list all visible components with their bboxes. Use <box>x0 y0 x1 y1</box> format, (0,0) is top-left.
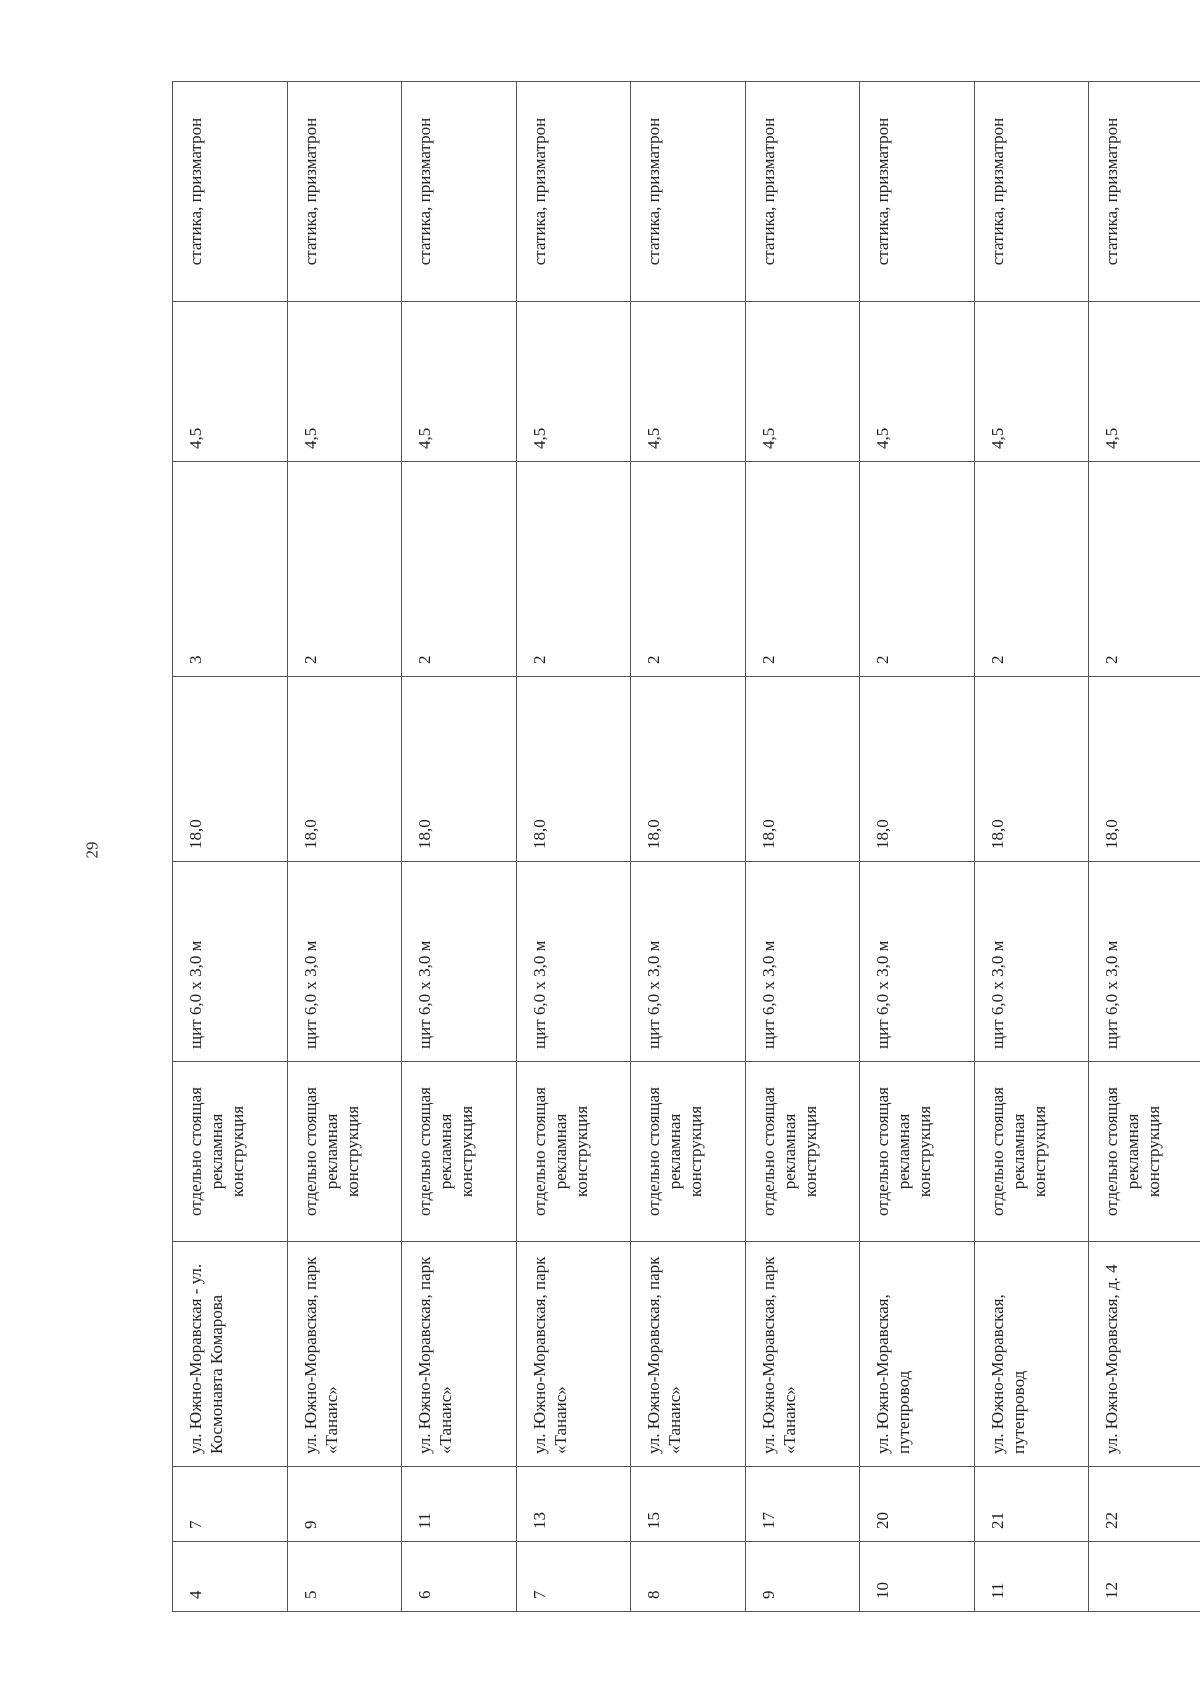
cell-address: ул. Южно-Моравская, парк «Танаис» <box>516 1242 631 1467</box>
cell-sides: 3 <box>173 462 288 677</box>
cell-address: ул. Южно-Моравская, парк «Танаис» <box>745 1242 860 1467</box>
table-row <box>745 82 860 1612</box>
cell-address: ул. Южно-Моравская, путепровод <box>974 1242 1089 1467</box>
cell-sides: 2 <box>287 462 402 677</box>
cell-height: 4,5 <box>974 302 1089 462</box>
cell-row-number: 9 <box>745 1542 860 1612</box>
cell-format: щит 6,0 х 3,0 м <box>860 862 975 1062</box>
cell-structure-number: 7 <box>173 1467 288 1542</box>
page-number: 29 <box>82 841 102 859</box>
cell-structure-type: отдельно стоящая рекламная конструкция <box>402 1062 517 1242</box>
cell-structure-type: отдельно стоящая рекламная конструкция <box>631 1062 746 1242</box>
cell-sides: 2 <box>631 462 746 677</box>
cell-sides: 2 <box>1089 462 1200 677</box>
cell-structure-number: 22 <box>1089 1467 1200 1542</box>
cell-sides: 2 <box>974 462 1089 677</box>
cell-row-number: 11 <box>974 1542 1089 1612</box>
table-row <box>1089 82 1200 1612</box>
cell-row-number: 4 <box>173 1542 288 1612</box>
cell-structure-type: отдельно стоящая рекламная конструкция <box>516 1062 631 1242</box>
cell-address: ул. Южно-Моравская, путепровод <box>860 1242 975 1467</box>
table-frame <box>172 82 1200 1612</box>
cell-sides: 2 <box>516 462 631 677</box>
cell-structure-number: 17 <box>745 1467 860 1542</box>
cell-height: 4,5 <box>516 302 631 462</box>
cell-format: щит 6,0 х 3,0 м <box>287 862 402 1062</box>
cell-address: ул. Южно-Моравская, парк «Танаис» <box>631 1242 746 1467</box>
cell-structure-number: 9 <box>287 1467 402 1542</box>
cell-format: щит 6,0 х 3,0 м <box>1089 862 1200 1062</box>
cell-structure-number: 21 <box>974 1467 1089 1542</box>
cell-technology: статика, призматрон <box>631 82 746 302</box>
cell-height: 4,5 <box>173 302 288 462</box>
table-row <box>974 82 1089 1612</box>
table-row <box>860 82 975 1612</box>
cell-structure-type: отдельно стоящая рекламная конструкция <box>974 1062 1089 1242</box>
cell-row-number: 12 <box>1089 1542 1200 1612</box>
cell-structure-number: 13 <box>516 1467 631 1542</box>
advertising-structures-table <box>172 81 1200 1612</box>
cell-row-number: 5 <box>287 1542 402 1612</box>
cell-format: щит 6,0 х 3,0 м <box>974 862 1089 1062</box>
cell-area: 18,0 <box>745 677 860 862</box>
cell-area: 18,0 <box>173 677 288 862</box>
cell-structure-type: отдельно стоящая рекламная конструкция <box>860 1062 975 1242</box>
cell-area: 18,0 <box>1089 677 1200 862</box>
cell-structure-type: отдельно стоящая рекламная конструкция <box>287 1062 402 1242</box>
cell-height: 4,5 <box>287 302 402 462</box>
cell-technology: статика, призматрон <box>745 82 860 302</box>
cell-structure-number: 20 <box>860 1467 975 1542</box>
cell-structure-type: отдельно стоящая рекламная конструкция <box>745 1062 860 1242</box>
rotated-table-wrapper <box>172 82 1200 1612</box>
cell-height: 4,5 <box>631 302 746 462</box>
cell-format: щит 6,0 х 3,0 м <box>173 862 288 1062</box>
cell-format: щит 6,0 х 3,0 м <box>631 862 746 1062</box>
cell-technology: статика, призматрон <box>860 82 975 302</box>
cell-area: 18,0 <box>287 677 402 862</box>
table-row <box>402 82 517 1612</box>
cell-structure-type: отдельно стоящая рекламная конструкция <box>1089 1062 1200 1242</box>
cell-row-number: 8 <box>631 1542 746 1612</box>
table-row <box>173 82 288 1612</box>
cell-row-number: 7 <box>516 1542 631 1612</box>
cell-sides: 2 <box>745 462 860 677</box>
table-row <box>631 82 746 1612</box>
cell-area: 18,0 <box>974 677 1089 862</box>
cell-address: ул. Южно-Моравская, парк «Танаис» <box>287 1242 402 1467</box>
cell-technology: статика, призматрон <box>974 82 1089 302</box>
cell-height: 4,5 <box>745 302 860 462</box>
cell-row-number: 10 <box>860 1542 975 1612</box>
cell-height: 4,5 <box>860 302 975 462</box>
cell-technology: статика, призматрон <box>287 82 402 302</box>
cell-area: 18,0 <box>402 677 517 862</box>
cell-structure-number: 15 <box>631 1467 746 1542</box>
cell-address: ул. Южно-Моравская, д. 4 <box>1089 1242 1200 1467</box>
cell-structure-type: отдельно стоящая рекламная конструкция <box>173 1062 288 1242</box>
cell-sides: 2 <box>402 462 517 677</box>
cell-technology: статика, призматрон <box>173 82 288 302</box>
table-row <box>516 82 631 1612</box>
cell-format: щит 6,0 х 3,0 м <box>745 862 860 1062</box>
cell-technology: статика, призматрон <box>1089 82 1200 302</box>
cell-area: 18,0 <box>860 677 975 862</box>
cell-address: ул. Южно-Моравская, парк «Танаис» <box>402 1242 517 1467</box>
cell-technology: статика, призматрон <box>516 82 631 302</box>
table-row <box>287 82 402 1612</box>
cell-technology: статика, призматрон <box>402 82 517 302</box>
cell-address: ул. Южно-Моравская - ул. Космонавта Комарова <box>173 1242 288 1467</box>
cell-structure-number: 11 <box>402 1467 517 1542</box>
cell-format: щит 6,0 х 3,0 м <box>516 862 631 1062</box>
cell-area: 18,0 <box>631 677 746 862</box>
cell-height: 4,5 <box>402 302 517 462</box>
cell-format: щит 6,0 х 3,0 м <box>402 862 517 1062</box>
cell-row-number: 6 <box>402 1542 517 1612</box>
cell-height: 4,5 <box>1089 302 1200 462</box>
cell-sides: 2 <box>860 462 975 677</box>
cell-area: 18,0 <box>516 677 631 862</box>
